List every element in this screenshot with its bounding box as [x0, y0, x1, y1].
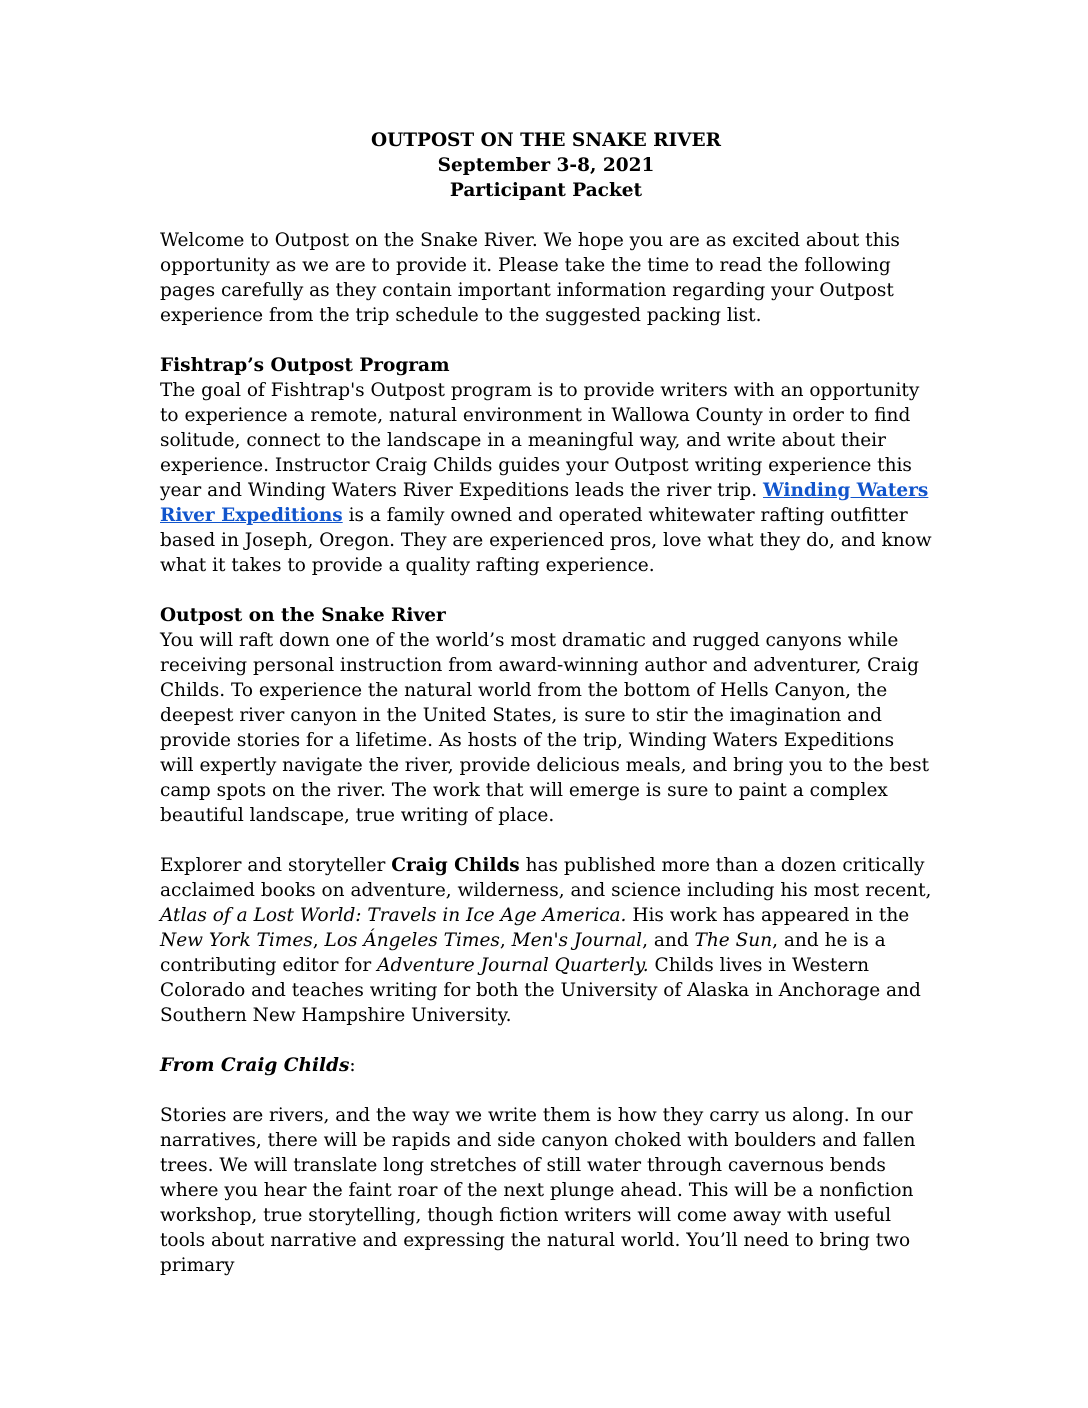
bio-text-1: Explorer and storyteller — [160, 855, 392, 876]
bio-text-3: His work has appeared in the — [626, 905, 910, 926]
program-section — [160, 353, 932, 578]
quote-heading: From Craig Childs — [160, 1055, 350, 1076]
snake-heading: Outpost on the Snake River — [160, 605, 446, 626]
title-date: September 3-8, 2021 — [437, 155, 655, 176]
title-subtitle: Participant Packet — [449, 180, 643, 201]
document-title — [160, 128, 932, 203]
publication-ajq: Adventure Journal Quarterly. — [377, 955, 649, 976]
publication-mens-journal: Men's Journal — [511, 930, 643, 951]
bio-sep-3: , and — [642, 930, 695, 951]
intro-paragraph: Welcome to Outpost on the Snake River. We hope you are as excited about this opportunity as we are to provide it. Please take the time to read the following pages carefully as they contain important information regarding your Outpost experience from the trip schedule to the suggested packing list. — [160, 230, 900, 326]
quote-paragraph: Stories are rivers, and the way we write them is how they carry us along. In our narratives, there will be rapids and side canyon choked with boulders and fallen trees. We will translate long stretches of still water through cavernous bends where you hear the faint roar of the next plunge ahead. This will be a nonfiction workshop, true storytelling, though fiction writers will come away with useful tools about narrative and expressing the natural world. You’ll need to bring two primary — [160, 1105, 916, 1276]
spacer — [160, 578, 932, 603]
spacer — [160, 1078, 932, 1103]
bio-text-5: Childs lives in Western Colorado and teaches writing for both the University of Alaska in Anchorage and Southern New Hampshire University. — [160, 955, 921, 1026]
program-text-1: The goal of Fishtrap's Outpost program is to provide writers with an opportunity to experience a remote, natural environment in Wallowa County in order to find solitude, connect to the landscape in a meaningful way, and write about their experience. Instructor Craig Childs guides your Outpost writing experience this year and Winding Waters River Expeditions leads the river trip. — [160, 380, 920, 501]
publication-lat: Los Ángeles Times — [324, 930, 500, 951]
author-name: Craig Childs — [391, 855, 520, 876]
snake-text: You will raft down one of the world’s most dramatic and rugged canyons while receiving personal instruction from award-winning author and adventurer, Craig Childs. To experience the natural world from the bottom of Hells Canyon, the deepest river canyon in the United States, is sure to stir the imagination and provide stories for a lifetime. As hosts of the trip, Winding Waters Expeditions will expertly navigate the river, provide delicious meals, and bring you to the best camp spots on the river. The work that will emerge is sure to paint a complex beautiful landscape, true writing of place. — [160, 630, 930, 826]
bio-sep-1: , — [312, 930, 325, 951]
program-heading: Fishtrap’s Outpost Program — [160, 355, 450, 376]
spacer — [160, 328, 932, 353]
quote-heading-line — [160, 1053, 932, 1078]
document-page — [160, 128, 932, 1278]
program-text-2: is a family owned and operated whitewater rafting outfitter based in Joseph, Oregon. They are experienced pros, love what they do, and know what it takes to provide a quality rafting experience. — [160, 505, 932, 576]
bio-sep-2: , — [499, 930, 512, 951]
publication-the-sun: The Sun — [694, 930, 773, 951]
title-line-1: OUTPOST ON THE SNAKE RIVER — [371, 130, 721, 151]
bio-text-2: has published more than a dozen critically acclaimed books on adventure, wilderness, and science including his most recent, — [160, 855, 932, 901]
spacer — [160, 1028, 932, 1053]
book-title: Atlas of a Lost World: Travels in Ice Age America. — [160, 905, 627, 926]
snake-section — [160, 603, 932, 828]
winding-waters-link[interactable]: Winding Waters River Expeditions — [160, 480, 929, 526]
bio-text-4: , and he is a contributing editor for — [160, 930, 886, 976]
bio-paragraph — [160, 853, 932, 1028]
quote-heading-colon: : — [349, 1055, 356, 1076]
publication-nyt: New York Times — [160, 930, 313, 951]
spacer — [160, 828, 932, 853]
